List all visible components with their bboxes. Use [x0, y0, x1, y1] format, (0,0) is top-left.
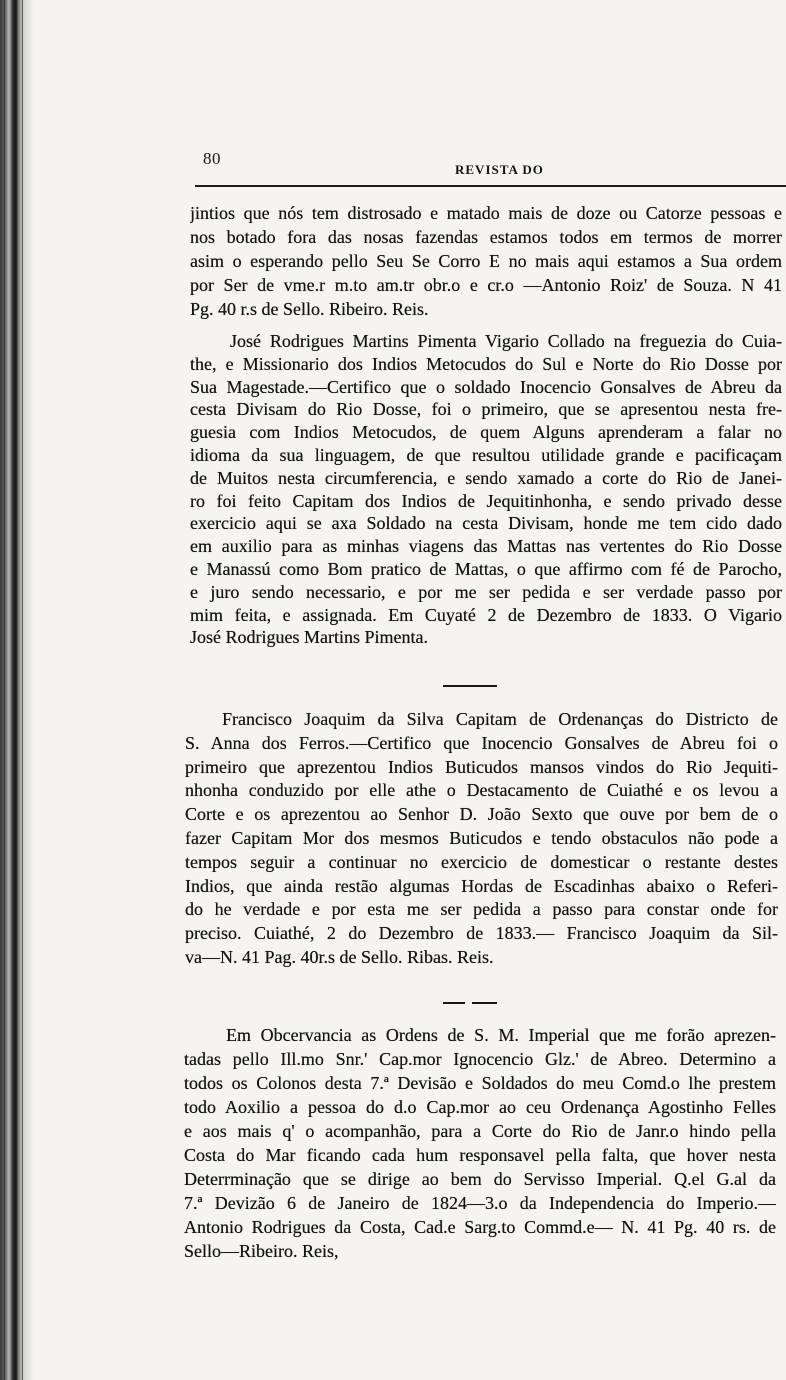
paragraph-2 [190, 330, 782, 649]
text-line: preciso. Cuiathé, 2 do Dezembro de 1833.— Francisco Joaquim da Sil- [185, 923, 778, 944]
text-line: José Rodrigues Martins Pimenta Vigario Collado na freguezia do Cuia- [230, 331, 782, 351]
text-line: cesta Divisam do Rio Dosse, foi o primeiro, que se apresentou nesta fre- [190, 399, 782, 420]
scan-streak [22, 0, 23, 1380]
binding-shadow [0, 0, 34, 1380]
text-line: tadas pello Ill.mo Snr.' Cap.mor Ignocencio Glz.' de Abreo. Determino a [184, 1049, 776, 1069]
text-line: Sua Magestade.—Certifico que o soldado Inocencio Gonsalves de Abreu da [190, 376, 782, 397]
page-number: 80 [203, 149, 221, 168]
header-rule [195, 185, 786, 187]
text-line: Francisco Joaquim da Silva Capitam de Ordenanças do Districto de [222, 709, 778, 729]
text-line: todos os Colonos desta 7.ª Devisão e Soldados do meu Comd.o lhe prestem [184, 1073, 776, 1093]
scan-streak [4, 0, 5, 1380]
text-line: Deterrminação que se dirige ao bem do Servisso Imperial. Q.el G.al da [184, 1169, 776, 1189]
text-line: nos botado fora das nosas fazendas estamos todos em termos de morrer [190, 227, 782, 247]
section-separator [443, 685, 497, 687]
text-line: Sello—Ribeiro. Reis, [184, 1241, 339, 1261]
text-line: mim feita, e assignada. Em Cuyaté 2 de Dezembro de 1833. O Vigario [190, 604, 782, 625]
text-line: tempos seguir a continuar no exercicio de domesticar o restante destes [185, 851, 778, 872]
text-line: Antonio Rodrigues da Costa, Cad.e Sarg.to Commd.e— N. 41 Pg. 40 rs. de [184, 1217, 776, 1237]
text-line: 7.ª Devizão 6 de Janeiro de 1824—3.o da Independencia do Imperio.— [184, 1193, 776, 1213]
text-line: do he verdade e por esta me ser pedida a passo para constar onde for [185, 899, 778, 920]
text-line: the, e Missionario dos Indios Metocudos do Sul e Norte do Rio Dosse por [190, 353, 782, 374]
text-line: Em Obcervancia as Ordens de S. M. Imperial que me forão aprezen- [226, 1025, 776, 1045]
text-line: José Rodrigues Martins Pimenta. [190, 627, 428, 648]
text-line: e aos mais q' o acompanhão, para a Corte do Rio de Janr.o hindo pella [184, 1121, 776, 1141]
text-line: jintios que nós tem distrosado e matado mais de doze ou Catorze pessoas e [190, 203, 782, 223]
paragraph-4 [184, 1023, 776, 1263]
text-line: nhonha conduzido por elle athe o Destacamento de Cuiathé e os levou a [185, 780, 778, 801]
text-line: de Muitos nesta circumferencia, e sendo xamado a corte do Rio de Janei- [190, 467, 782, 488]
text-line: Pg. 40 r.s de Sello. Ribeiro. Reis. [190, 299, 429, 319]
text-line: guesia com Indios Metocudos, de quem Alguns aprenderam a falar no [190, 422, 782, 443]
paragraph-3 [185, 708, 778, 970]
text-line: Indios, que ainda restão algumas Hordas de Escadinhas abaixo o Referi- [185, 875, 778, 896]
text-line: ro foi feito Capitam dos Indios de Jequitinhonha, e sendo privado desse [190, 490, 782, 511]
text-line: idioma da sua linguagem, de que resultou utilidade grande e pacificaçam [190, 444, 782, 465]
text-line: todo Aoxilio a pessoa do d.o Cap.mor ao ceu Ordenança Agostinho Felles [184, 1097, 776, 1117]
text-line: e juro sendo necessario, e por me ser pedida e ser verdade passo por [190, 581, 782, 602]
text-line: S. Anna dos Ferros.—Certifico que Inocencio Gonsalves de Abreu foi o [185, 732, 778, 753]
running-title: REVISTA DO [455, 162, 544, 177]
text-line: fazer Capitam Mor dos mesmos Buticudos e tendo obstaculos não pode a [185, 827, 778, 848]
section-separator [472, 1002, 497, 1004]
text-line: em auxilio para as minhas viagens das Mattas nas vertentes do Rio Dosse [190, 536, 782, 557]
text-line: Costa do Mar ficando cada hum responsavel pella falta, que hover nesta [184, 1145, 776, 1165]
text-line: exercicio aqui se axa Soldado na cesta Divisam, honde me tem cido dado [190, 513, 782, 534]
text-line: Corte e os aprezentou ao Senhor D. João Sexto que ouve por bem de o [185, 804, 778, 825]
section-separator [443, 1002, 465, 1004]
text-line: asim o esperando pello Seu Se Corro E no mais aqui estamos a Sua ordem [190, 251, 782, 271]
text-line: e Manassú como Bom pratico de Mattas, o que affirmo com fé de Parocho, [190, 558, 782, 579]
paragraph-1 [190, 201, 782, 321]
text-line: por Ser de vme.r m.to am.tr obr.o e cr.o —Antonio Roiz' de Souza. N 41 [190, 275, 782, 295]
text-line: va—N. 41 Pag. 40r.s de Sello. Ribas. Reis. [185, 946, 494, 967]
text-line: primeiro que aprezentou Indios Buticudos mansos vindos do Rio Jequiti- [185, 756, 778, 777]
